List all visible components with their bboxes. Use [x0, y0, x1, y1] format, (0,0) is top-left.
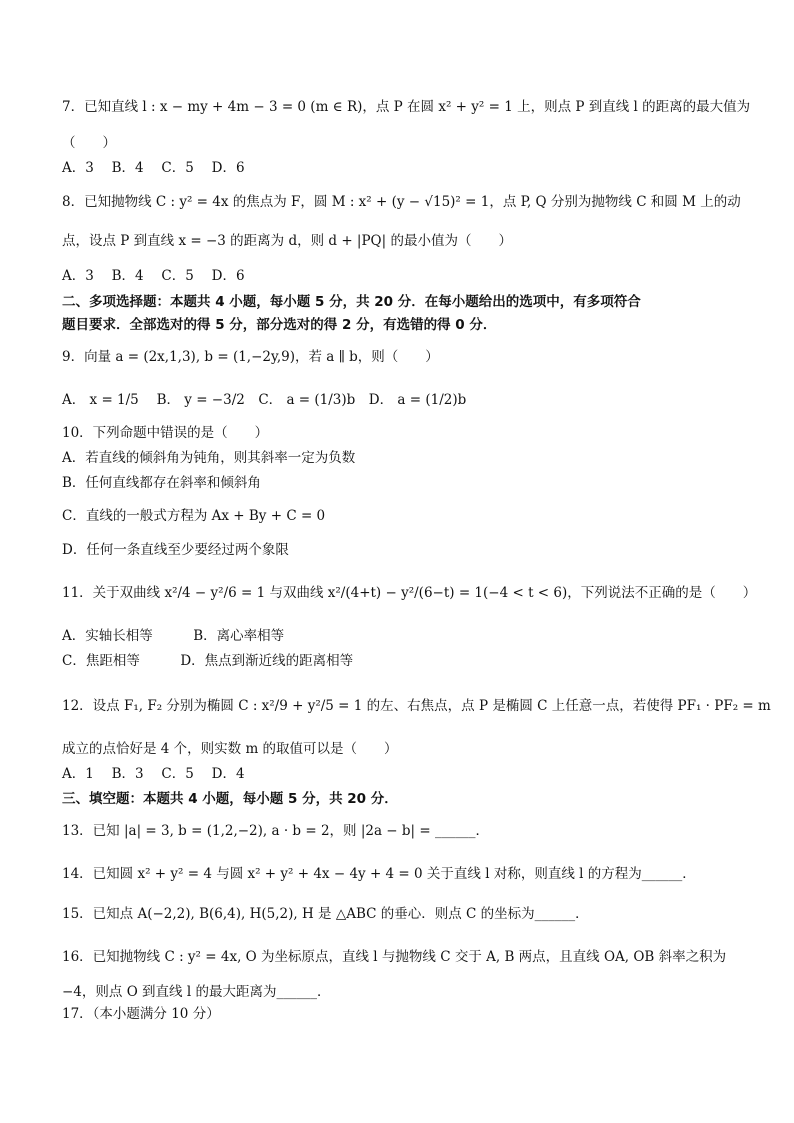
q11-options-cd: C．焦距相等 D．焦点到渐近线的距离相等 — [62, 653, 354, 669]
q15-stem: 15．已知点 A(−2,2), B(6,4), H(5,2), H 是 △ABC 的垂心．则点 C 的坐标为______． — [62, 906, 589, 922]
q14-stem: 14．已知圆 x² + y² = 4 与圆 x² + y² + 4x − 4y + 4 = 0 关于直线 l 对称，则直线 l 的方程为______． — [62, 866, 696, 882]
q11-stem: 11．关于双曲线 x²/4 − y²/6 = 1 与双曲线 x²/(4+t) − y²/(6−t) = 1(−4 < t < 6)，下列说法不正确的是（ ） — [62, 585, 757, 601]
q10-stem: 10．下列命题中错误的是（ ） — [62, 425, 269, 441]
q12-line2: 成立的点恰好是 4 个，则实数 m 的取值可以是（ ） — [62, 741, 398, 757]
q16-line1: 16．已知抛物线 C : y² = 4x, O 为坐标原点，直线 l 与抛物线 C 交于 A, B 两点，且直线 OA, OB 斜率之积为 — [62, 949, 727, 965]
q8-line2: 点，设点 P 到直线 x = −3 的距离为 d，则 d + |PQ| 的最小值为（ ） — [62, 233, 512, 249]
section3-title: 三、填空题：本题共 4 小题，每小题 5 分，共 20 分． — [62, 791, 398, 807]
q16-line2: −4，则点 O 到直线 l 的最大距离为______． — [62, 984, 331, 1000]
q10-option-b: B．任何直线都存在斜率和倾斜角 — [62, 475, 261, 491]
section2-line1: 二、多项选择题：本题共 4 小题，每小题 5 分，共 20 分．在每小题给出的选项中，有多项符合 — [62, 294, 641, 310]
q8-options: A．3 B．4 C．5 D．6 — [62, 268, 245, 284]
q12-line1: 12．设点 F₁, F₂ 分别为椭圆 C : x²/9 + y²/5 = 1 的左、右焦点，点 P 是椭圆 C 上任意一点，若使得 PF₁ · PF₂ = m — [62, 698, 771, 714]
q10-option-c: C．直线的一般式方程为 Ax + By + C = 0 — [62, 508, 326, 524]
q7-line2: （ ） — [62, 135, 116, 151]
q17-stem: 17．（本小题满分 10 分） — [62, 1006, 220, 1022]
q10-option-d: D．任何一条直线至少要经过两个象限 — [62, 542, 289, 558]
q8-line1: 8．已知抛物线 C : y² = 4x 的焦点为 F，圆 M : x² + (y − √15)² = 1，点 P, Q 分别为抛物线 C 和圆 M 上的动 — [62, 194, 741, 210]
q7-line1: 7．已知直线 l : x − my + 4m − 3 = 0 (m ∈ R)，点 P 在圆 x² + y² = 1 上，则点 P 到直线 l 的距离的最大值为 — [62, 99, 751, 115]
q7-options: A．3 B．4 C．5 D．6 — [62, 160, 245, 176]
q11-options-ab: A．实轴长相等 B．离心率相等 — [62, 628, 285, 644]
q12-options: A．1 B．3 C．5 D．4 — [62, 766, 245, 782]
q9-options: A． x = 1/5 B． y = −3/2 C． a = (1/3)b D． a = (1/2)b — [62, 392, 467, 408]
q9-stem: 9．向量 a = (2x,1,3), b = (1,−2y,9)，若 a ∥ b，则（ ） — [62, 349, 439, 365]
q10-option-a: A．若直线的倾斜角为钝角，则其斜率一定为负数 — [62, 450, 356, 466]
section2-line2: 题目要求．全部选对的得 5 分，部分选对的得 2 分，有选错的得 0 分． — [62, 317, 497, 333]
q13-stem: 13．已知 |a| = 3, b = (1,2,−2), a · b = 2，则 |2a − b| = ______． — [62, 823, 489, 839]
